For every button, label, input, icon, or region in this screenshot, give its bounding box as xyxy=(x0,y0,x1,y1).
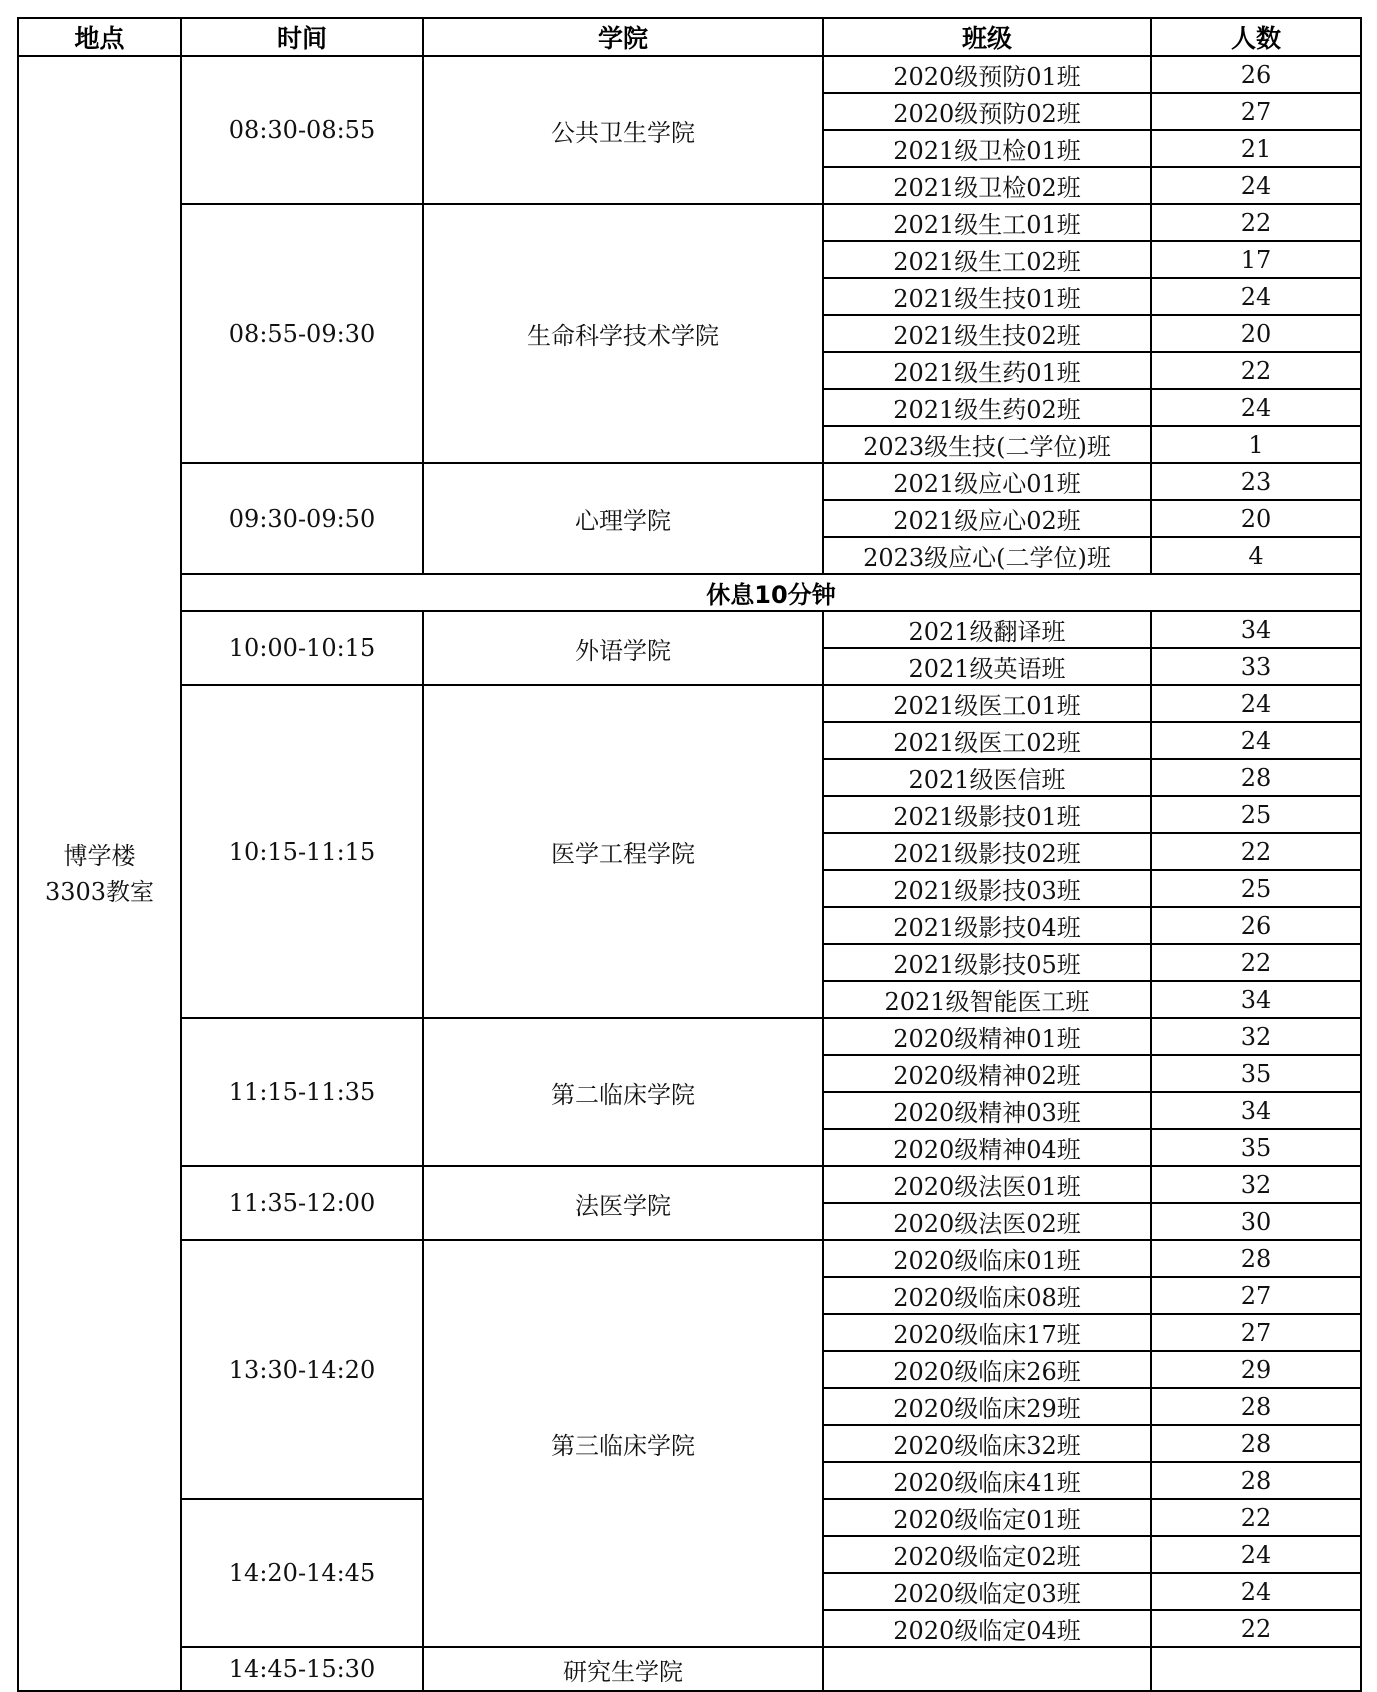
class-cell: 2020级法医02班 xyxy=(823,1203,1151,1240)
count-cell: 28 xyxy=(1151,1462,1361,1499)
table-row xyxy=(18,1240,1361,1277)
class-cell: 2020级预防01班 xyxy=(823,56,1151,93)
class-cell: 2020级法医01班 xyxy=(823,1166,1151,1203)
class-cell: 2021级生技02班 xyxy=(823,315,1151,352)
count-cell: 28 xyxy=(1151,1240,1361,1277)
class-cell: 2021级卫检01班 xyxy=(823,130,1151,167)
class-cell: 2021级影技01班 xyxy=(823,796,1151,833)
class-cell: 2021级影技05班 xyxy=(823,944,1151,981)
time-cell: 14:45-15:30 xyxy=(181,1647,423,1691)
class-cell: 2020级临床01班 xyxy=(823,1240,1151,1277)
college-cell: 医学工程学院 xyxy=(423,685,823,1018)
header-count: 人数 xyxy=(1151,18,1361,56)
class-cell: 2020级预防02班 xyxy=(823,93,1151,130)
class-cell: 2021级医信班 xyxy=(823,759,1151,796)
class-cell: 2020级临床32班 xyxy=(823,1425,1151,1462)
count-cell: 21 xyxy=(1151,130,1361,167)
class-cell: 2023级应心(二学位)班 xyxy=(823,537,1151,574)
location-cell xyxy=(18,56,181,1691)
count-cell: 26 xyxy=(1151,56,1361,93)
count-cell: 28 xyxy=(1151,759,1361,796)
time-cell: 08:30-08:55 xyxy=(181,56,423,204)
class-cell: 2021级英语班 xyxy=(823,648,1151,685)
table-row xyxy=(18,56,1361,93)
class-cell: 2021级应心02班 xyxy=(823,500,1151,537)
class-cell: 2021级生工01班 xyxy=(823,204,1151,241)
class-cell: 2020级临床41班 xyxy=(823,1462,1151,1499)
class-cell: 2021级医工02班 xyxy=(823,722,1151,759)
class-cell: 2020级临定04班 xyxy=(823,1610,1151,1647)
count-cell: 23 xyxy=(1151,463,1361,500)
count-cell xyxy=(1151,1647,1361,1691)
class-cell: 2021级卫检02班 xyxy=(823,167,1151,204)
class-cell: 2020级精神03班 xyxy=(823,1092,1151,1129)
count-cell: 24 xyxy=(1151,1573,1361,1610)
college-cell: 生命科学技术学院 xyxy=(423,204,823,463)
class-cell: 2020级精神01班 xyxy=(823,1018,1151,1055)
class-cell: 2021级翻译班 xyxy=(823,611,1151,648)
count-cell: 1 xyxy=(1151,426,1361,463)
count-cell: 17 xyxy=(1151,241,1361,278)
count-cell: 22 xyxy=(1151,352,1361,389)
class-cell: 2021级生药01班 xyxy=(823,352,1151,389)
class-cell: 2023级生技(二学位)班 xyxy=(823,426,1151,463)
class-cell: 2020级精神04班 xyxy=(823,1129,1151,1166)
count-cell: 22 xyxy=(1151,944,1361,981)
time-cell: 10:00-10:15 xyxy=(181,611,423,685)
count-cell: 28 xyxy=(1151,1388,1361,1425)
count-cell: 24 xyxy=(1151,722,1361,759)
count-cell: 26 xyxy=(1151,907,1361,944)
class-cell: 2021级影技03班 xyxy=(823,870,1151,907)
class-cell xyxy=(823,1647,1151,1691)
count-cell: 24 xyxy=(1151,685,1361,722)
class-cell: 2020级临床08班 xyxy=(823,1277,1151,1314)
count-cell: 35 xyxy=(1151,1055,1361,1092)
class-cell: 2020级临定03班 xyxy=(823,1573,1151,1610)
header-location: 地点 xyxy=(18,18,181,56)
header-class: 班级 xyxy=(823,18,1151,56)
count-cell: 27 xyxy=(1151,1314,1361,1351)
break-label: 休息10分钟 xyxy=(181,574,1361,611)
count-cell: 34 xyxy=(1151,981,1361,1018)
class-cell: 2020级临定01班 xyxy=(823,1499,1151,1536)
location-building: 博学楼 xyxy=(63,841,136,870)
class-cell: 2021级影技02班 xyxy=(823,833,1151,870)
college-cell: 法医学院 xyxy=(423,1166,823,1240)
table-row xyxy=(18,463,1361,500)
class-cell: 2021级生工02班 xyxy=(823,241,1151,278)
count-cell: 20 xyxy=(1151,315,1361,352)
college-cell: 外语学院 xyxy=(423,611,823,685)
class-cell: 2020级精神02班 xyxy=(823,1055,1151,1092)
count-cell: 24 xyxy=(1151,389,1361,426)
table-row xyxy=(18,1647,1361,1691)
college-cell: 研究生学院 xyxy=(423,1647,823,1691)
count-cell: 25 xyxy=(1151,796,1361,833)
table-row xyxy=(18,1166,1361,1203)
count-cell: 25 xyxy=(1151,870,1361,907)
count-cell: 22 xyxy=(1151,1499,1361,1536)
class-cell: 2020级临床17班 xyxy=(823,1314,1151,1351)
time-cell: 14:20-14:45 xyxy=(181,1499,423,1647)
count-cell: 35 xyxy=(1151,1129,1361,1166)
class-cell: 2021级生药02班 xyxy=(823,389,1151,426)
college-cell: 第二临床学院 xyxy=(423,1018,823,1166)
college-cell: 第三临床学院 xyxy=(423,1240,823,1647)
time-cell: 11:35-12:00 xyxy=(181,1166,423,1240)
header-college: 学院 xyxy=(423,18,823,56)
count-cell: 30 xyxy=(1151,1203,1361,1240)
college-cell: 公共卫生学院 xyxy=(423,56,823,204)
count-cell: 34 xyxy=(1151,1092,1361,1129)
count-cell: 24 xyxy=(1151,1536,1361,1573)
count-cell: 4 xyxy=(1151,537,1361,574)
count-cell: 22 xyxy=(1151,204,1361,241)
time-cell: 13:30-14:20 xyxy=(181,1240,423,1499)
class-cell: 2021级智能医工班 xyxy=(823,981,1151,1018)
count-cell: 22 xyxy=(1151,833,1361,870)
table-row xyxy=(18,685,1361,722)
count-cell: 20 xyxy=(1151,500,1361,537)
table-row xyxy=(18,611,1361,648)
class-cell: 2020级临定02班 xyxy=(823,1536,1151,1573)
count-cell: 24 xyxy=(1151,167,1361,204)
count-cell: 22 xyxy=(1151,1610,1361,1647)
class-cell: 2020级临床29班 xyxy=(823,1388,1151,1425)
table-row xyxy=(18,1018,1361,1055)
table-row xyxy=(18,204,1361,241)
break-row xyxy=(18,574,1361,611)
count-cell: 34 xyxy=(1151,611,1361,648)
count-cell: 32 xyxy=(1151,1166,1361,1203)
header-time: 时间 xyxy=(181,18,423,56)
time-cell: 11:15-11:35 xyxy=(181,1018,423,1166)
location-room: 3303教室 xyxy=(44,877,155,906)
count-cell: 33 xyxy=(1151,648,1361,685)
count-cell: 24 xyxy=(1151,278,1361,315)
time-cell: 09:30-09:50 xyxy=(181,463,423,574)
class-cell: 2020级临床26班 xyxy=(823,1351,1151,1388)
time-cell: 10:15-11:15 xyxy=(181,685,423,1018)
count-cell: 27 xyxy=(1151,93,1361,130)
count-cell: 27 xyxy=(1151,1277,1361,1314)
count-cell: 29 xyxy=(1151,1351,1361,1388)
count-cell: 28 xyxy=(1151,1425,1361,1462)
class-cell: 2021级生技01班 xyxy=(823,278,1151,315)
class-cell: 2021级应心01班 xyxy=(823,463,1151,500)
count-cell: 32 xyxy=(1151,1018,1361,1055)
college-cell: 心理学院 xyxy=(423,463,823,574)
schedule-table xyxy=(17,17,1362,1692)
time-cell: 08:55-09:30 xyxy=(181,204,423,463)
header-row xyxy=(18,18,1361,56)
class-cell: 2021级影技04班 xyxy=(823,907,1151,944)
class-cell: 2021级医工01班 xyxy=(823,685,1151,722)
